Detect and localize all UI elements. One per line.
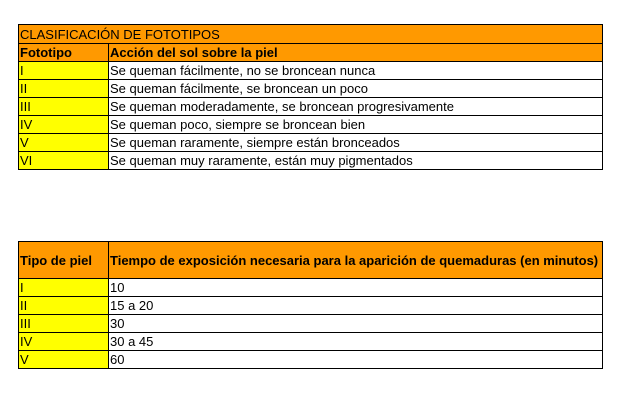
table-row (19, 297, 603, 315)
table-title-row (19, 25, 603, 44)
tiempo-cell: 10 (109, 279, 603, 297)
table-row (19, 333, 603, 351)
fototipo-cell: III (19, 98, 109, 116)
fototipo-cell: II (19, 80, 109, 98)
table-row (19, 351, 603, 369)
table-row (19, 80, 603, 98)
table-row (19, 62, 603, 80)
accion-cell: Se queman muy raramente, están muy pigmentados (109, 152, 603, 170)
accion-cell: Se queman poco, siempre se broncean bien (109, 116, 603, 134)
accion-cell: Se queman fácilmente, no se broncean nunca (109, 62, 603, 80)
tipo-piel-cell: II (19, 297, 109, 315)
header-row (19, 242, 603, 279)
table-row (19, 152, 603, 170)
tipo-piel-cell: IV (19, 333, 109, 351)
tiempo-cell: 30 a 45 (109, 333, 603, 351)
fototipos-table (18, 24, 603, 170)
header-row (19, 44, 603, 62)
tiempo-cell: 15 a 20 (109, 297, 603, 315)
table-row (19, 116, 603, 134)
table-row (19, 279, 603, 297)
accion-cell: Se queman raramente, siempre están bronceados (109, 134, 603, 152)
table-title: CLASIFICACIÓN DE FOTOTIPOS (19, 25, 603, 44)
table-row (19, 134, 603, 152)
table-row (19, 98, 603, 116)
exposicion-table (18, 241, 603, 369)
column-header-tiempo: Tiempo de exposición necesaria para la aparición de quemaduras (en minutos) (109, 242, 603, 279)
tiempo-cell: 60 (109, 351, 603, 369)
fototipo-cell: V (19, 134, 109, 152)
tiempo-cell: 30 (109, 315, 603, 333)
fototipo-cell: VI (19, 152, 109, 170)
accion-cell: Se queman fácilmente, se broncean un poco (109, 80, 603, 98)
fototipo-cell: IV (19, 116, 109, 134)
fototipo-cell: I (19, 62, 109, 80)
table-row (19, 315, 603, 333)
column-header-fototipo: Fototipo (19, 44, 109, 62)
column-header-accion: Acción del sol sobre la piel (109, 44, 603, 62)
tipo-piel-cell: V (19, 351, 109, 369)
tipo-piel-cell: III (19, 315, 109, 333)
tipo-piel-cell: I (19, 279, 109, 297)
column-header-tipo-piel: Tipo de piel (19, 242, 109, 279)
accion-cell: Se queman moderadamente, se broncean progresivamente (109, 98, 603, 116)
